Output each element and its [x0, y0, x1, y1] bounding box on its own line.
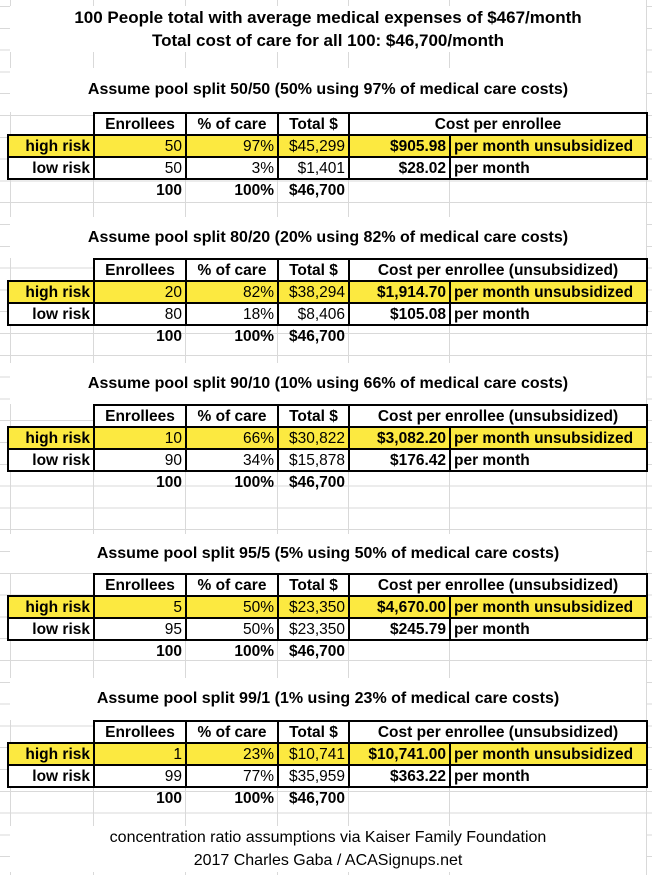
header-row: [8, 113, 647, 135]
row-label-high-risk: high risk: [8, 281, 94, 303]
low-risk-row: [8, 449, 647, 471]
cell-total: $45,299: [278, 135, 349, 157]
corner-cell: [8, 113, 94, 135]
total-row: [8, 325, 647, 346]
col-header-care: % of care: [186, 259, 278, 281]
cell-care: 18%: [186, 303, 278, 325]
cell-enrollees: 1: [94, 743, 186, 765]
cell-total-dollars: $46,700: [288, 789, 345, 807]
cell-total: $15,878: [278, 449, 349, 471]
cell-cost: $245.79: [349, 618, 450, 640]
cell-cost: $905.98: [349, 135, 450, 157]
cell-total: $1,401: [278, 157, 349, 179]
cell-care: 34%: [186, 449, 278, 471]
cell-total-dollars: $46,700: [288, 642, 345, 660]
cell-enrollees: 50: [94, 135, 186, 157]
cell-enrollees: 99: [94, 765, 186, 787]
col-header-total: Total $: [278, 113, 349, 135]
cell-care: 50%: [186, 596, 278, 618]
cell-total-care: 100%: [234, 642, 274, 660]
cell-note: per month unsubsidized: [450, 743, 647, 765]
section-title-99-1: Assume pool split 99/1 (1% using 23% of medical care costs): [10, 678, 646, 720]
row-label-low-risk: low risk: [8, 765, 94, 787]
cell-care: 66%: [186, 427, 278, 449]
cell-total-enrollees: 100: [156, 789, 182, 807]
total-row: [8, 471, 647, 492]
cell-care: 50%: [186, 618, 278, 640]
corner-cell: [8, 721, 94, 743]
col-header-enrollees: Enrollees: [94, 574, 186, 596]
page-title-line1: 100 People total with average medical expenses of $467/month: [74, 8, 582, 27]
col-header-enrollees: Enrollees: [94, 721, 186, 743]
cell-cost: $28.02: [349, 157, 450, 179]
total-row: [8, 787, 647, 808]
row-label-high-risk: high risk: [8, 596, 94, 618]
cell-total: $23,350: [278, 618, 349, 640]
high-risk-row: [8, 281, 647, 303]
row-label-high-risk: high risk: [8, 427, 94, 449]
cell-cost: $105.08: [349, 303, 450, 325]
cell-note: per month: [450, 303, 647, 325]
col-header-cost: Cost per enrollee (unsubsidized): [349, 721, 647, 743]
cell-enrollees: 50: [94, 157, 186, 179]
col-header-care: % of care: [186, 721, 278, 743]
low-risk-row: [8, 157, 647, 179]
header-row: [8, 721, 647, 743]
cell-care: 3%: [186, 157, 278, 179]
section-title-50-50: Assume pool split 50/50 (50% using 97% of medical care costs): [10, 68, 646, 112]
cell-blank: [450, 640, 647, 661]
col-header-total: Total $: [278, 405, 349, 427]
footer-credit-line: 2017 Charles Gaba / ACASignups.net: [193, 852, 463, 869]
cell-total: $38,294: [278, 281, 349, 303]
low-risk-row: [8, 618, 647, 640]
pool-table-95-5: [7, 573, 648, 661]
cell-total-dollars: $46,700: [288, 327, 345, 345]
cell-enrollees: 90: [94, 449, 186, 471]
attribution-footer: [10, 826, 646, 872]
cell-blank: [349, 325, 450, 346]
cell-total-enrollees: 100: [156, 327, 182, 345]
low-risk-row: [8, 765, 647, 787]
pool-table-99-1: [7, 720, 648, 808]
cell-care: 82%: [186, 281, 278, 303]
cell-blank: [450, 179, 647, 200]
col-header-total: Total $: [278, 574, 349, 596]
pool-table-80-20: [7, 258, 648, 346]
col-header-cost: Cost per enrollee (unsubsidized): [349, 259, 647, 281]
col-header-care: % of care: [186, 113, 278, 135]
cell-total-care: 100%: [234, 473, 274, 491]
cell-total-dollars: $46,700: [288, 181, 345, 199]
cell-blank: [8, 471, 94, 492]
high-risk-row: [8, 596, 647, 618]
cell-blank: [349, 471, 450, 492]
total-row: [8, 640, 647, 661]
section-title-95-5: Assume pool split 95/5 (5% using 50% of medical care costs): [10, 534, 646, 573]
section-title-80-20: Assume pool split 80/20 (20% using 82% of medical care costs): [10, 217, 646, 258]
col-header-cost: Cost per enrollee (unsubsidized): [349, 405, 647, 427]
section-title-90-10: Assume pool split 90/10 (10% using 66% of medical care costs): [10, 363, 646, 404]
cell-blank: [349, 640, 450, 661]
cell-note: per month unsubsidized: [450, 281, 647, 303]
cell-total-enrollees: 100: [156, 642, 182, 660]
cell-total-enrollees: 100: [156, 473, 182, 491]
cell-note: per month: [450, 765, 647, 787]
col-header-enrollees: Enrollees: [94, 113, 186, 135]
col-header-cost: Cost per enrollee: [349, 113, 647, 135]
col-header-enrollees: Enrollees: [94, 405, 186, 427]
cell-blank: [450, 325, 647, 346]
high-risk-row: [8, 135, 647, 157]
corner-cell: [8, 405, 94, 427]
cell-enrollees: 10: [94, 427, 186, 449]
cell-cost: $3,082.20: [349, 427, 450, 449]
header-row: [8, 574, 647, 596]
cell-note: per month unsubsidized: [450, 427, 647, 449]
cell-cost: $363.22: [349, 765, 450, 787]
cell-blank: [8, 325, 94, 346]
cell-blank: [8, 179, 94, 200]
row-label-low-risk: low risk: [8, 449, 94, 471]
cell-note: per month unsubsidized: [450, 596, 647, 618]
cell-cost: $10,741.00: [349, 743, 450, 765]
low-risk-row: [8, 303, 647, 325]
cell-total-care: 100%: [234, 327, 274, 345]
cell-blank: [349, 179, 450, 200]
cell-care: 77%: [186, 765, 278, 787]
page-title: [10, 6, 646, 52]
header-row: [8, 405, 647, 427]
cell-cost: $4,670.00: [349, 596, 450, 618]
corner-cell: [8, 259, 94, 281]
cell-total: $10,741: [278, 743, 349, 765]
cell-blank: [349, 787, 450, 808]
pool-table-90-10: [7, 404, 648, 492]
cell-cost: $176.42: [349, 449, 450, 471]
cell-enrollees: 5: [94, 596, 186, 618]
row-label-low-risk: low risk: [8, 618, 94, 640]
row-label-high-risk: high risk: [8, 743, 94, 765]
pool-table-50-50: [7, 112, 648, 200]
cell-total-care: 100%: [234, 789, 274, 807]
cell-total-enrollees: 100: [156, 181, 182, 199]
cell-enrollees: 20: [94, 281, 186, 303]
col-header-care: % of care: [186, 405, 278, 427]
cell-blank: [450, 471, 647, 492]
cell-enrollees: 80: [94, 303, 186, 325]
cell-total: $35,959: [278, 765, 349, 787]
cell-blank: [8, 787, 94, 808]
cell-note: per month: [450, 157, 647, 179]
col-header-care: % of care: [186, 574, 278, 596]
cell-total: $30,822: [278, 427, 349, 449]
cell-care: 23%: [186, 743, 278, 765]
cell-note: per month unsubsidized: [450, 135, 647, 157]
row-label-low-risk: low risk: [8, 157, 94, 179]
cell-care: 97%: [186, 135, 278, 157]
header-row: [8, 259, 647, 281]
cell-total: $8,406: [278, 303, 349, 325]
cell-total-care: 100%: [234, 181, 274, 199]
footer-source-line: concentration ratio assumptions via Kaiser Family Foundation: [109, 829, 547, 846]
col-header-total: Total $: [278, 721, 349, 743]
total-row: [8, 179, 647, 200]
col-header-cost: Cost per enrollee (unsubsidized): [349, 574, 647, 596]
high-risk-row: [8, 743, 647, 765]
page-title-line2: Total cost of care for all 100: $46,700/month: [151, 31, 505, 50]
cell-blank: [8, 640, 94, 661]
cell-total-dollars: $46,700: [288, 473, 345, 491]
col-header-total: Total $: [278, 259, 349, 281]
row-label-low-risk: low risk: [8, 303, 94, 325]
cell-blank: [450, 787, 647, 808]
cell-note: per month: [450, 618, 647, 640]
high-risk-row: [8, 427, 647, 449]
cell-cost: $1,914.70: [349, 281, 450, 303]
corner-cell: [8, 574, 94, 596]
cell-note: per month: [450, 449, 647, 471]
col-header-enrollees: Enrollees: [94, 259, 186, 281]
cell-enrollees: 95: [94, 618, 186, 640]
cell-total: $23,350: [278, 596, 349, 618]
row-label-high-risk: high risk: [8, 135, 94, 157]
